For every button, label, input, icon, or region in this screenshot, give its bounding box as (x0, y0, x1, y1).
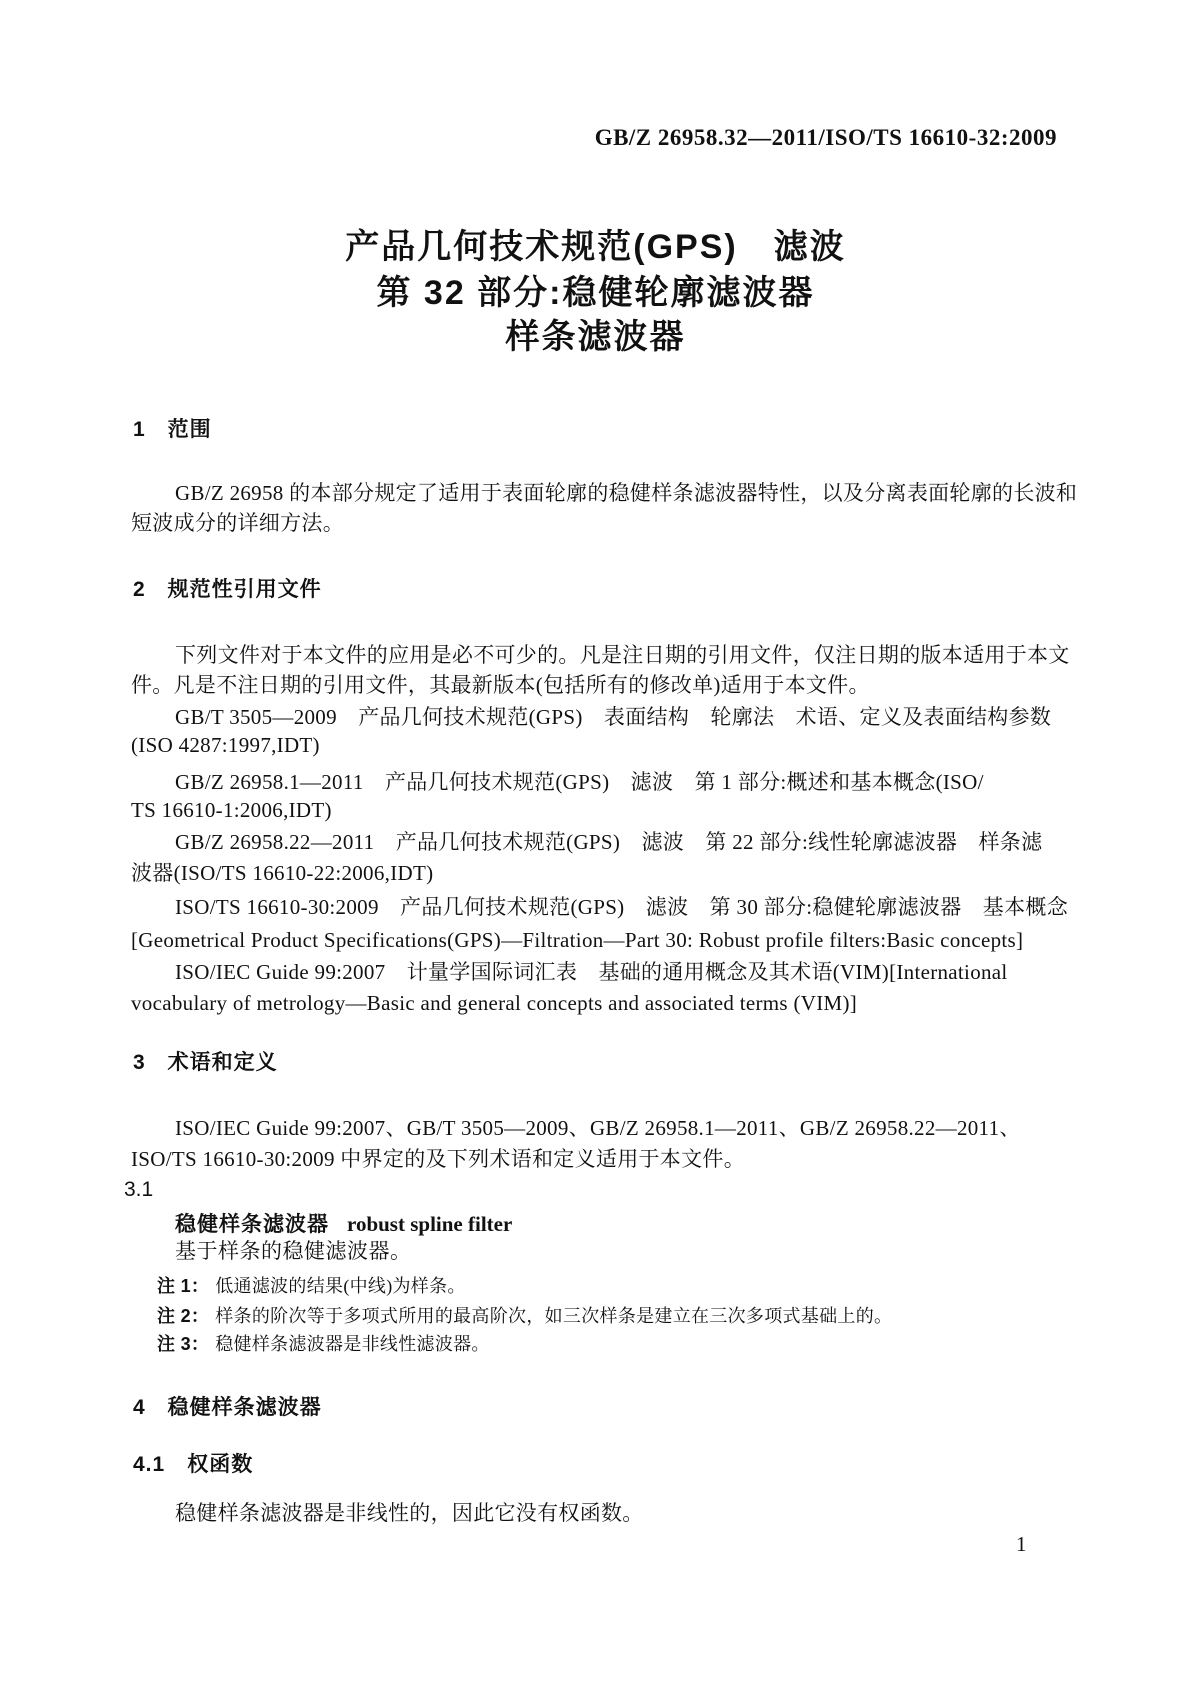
terms-intro-line: ISO/IEC Guide 99:2007、GB/T 3505—2009、GB/Z 26958.1—2011、GB/Z 26958.22—2011、 (175, 1116, 1021, 1140)
reference-line: ISO/IEC Guide 99:2007 计量学国际词汇表 基础的通用概念及其术语(VIM)[International (175, 960, 1008, 984)
doc-title-line-2: 第 32 部分:稳健轮廓滤波器 (376, 274, 815, 312)
scope-line: 短波成分的详细方法。 (131, 511, 344, 535)
reference-line: (ISO 4287:1997,IDT) (131, 733, 320, 757)
term-definition: 基于样条的稳健滤波器。 (175, 1239, 412, 1263)
note-text: 低通滤波的结果(中线)为样条。 (215, 1276, 466, 1296)
note-label: 注 1： (157, 1276, 210, 1296)
section-2-heading: 2 规范性引用文件 (133, 578, 322, 601)
clause-number-3-1: 3.1 (124, 1178, 154, 1201)
standard-code-header: GB/Z 26958.32—2011/ISO/TS 16610-32:2009 (594, 125, 1057, 150)
doc-title-line-3: 样条滤波器 (505, 318, 686, 356)
section-3-heading: 3 术语和定义 (133, 1051, 278, 1074)
weight-function-line: 稳健样条滤波器是非线性的，因此它没有权函数。 (175, 1501, 644, 1525)
note-text: 稳健样条滤波器是非线性滤波器。 (215, 1334, 490, 1354)
reference-line: 件。凡是不注日期的引用文件，其最新版本(包括所有的修改单)适用于本文件。 (131, 673, 870, 697)
page-number: 1 (1016, 1532, 1027, 1556)
reference-line: GB/Z 26958.22—2011 产品几何技术规范(GPS) 滤波 第 22 部分:线性轮廓滤波器 样条滤 (175, 830, 1043, 854)
section-4-1-heading: 4.1 权函数 (133, 1453, 254, 1476)
note-line (157, 1331, 490, 1357)
section-4-heading: 4 稳健样条滤波器 (133, 1396, 322, 1419)
note-line (157, 1273, 466, 1299)
doc-title-line-1: 产品几何技术规范(GPS) 滤波 (345, 228, 846, 266)
terms-intro-line: ISO/TS 16610-30:2009 中界定的及下列术语和定义适用于本文件。 (131, 1147, 746, 1171)
reference-line: TS 16610-1:2006,IDT) (131, 798, 332, 822)
note-label: 注 3： (157, 1334, 210, 1354)
reference-line: 波器(ISO/TS 16610-22:2006,IDT) (131, 861, 434, 885)
term-name-english: robust spline filter (347, 1212, 513, 1236)
section-1-heading: 1 范围 (133, 418, 212, 441)
reference-line: ISO/TS 16610-30:2009 产品几何技术规范(GPS) 滤波 第 30 部分:稳健轮廓滤波器 基本概念 (175, 895, 1068, 919)
note-label: 注 2： (157, 1306, 210, 1326)
note-line (157, 1303, 892, 1329)
reference-line: [Geometrical Product Specifications(GPS)—Filtration—Part 30: Robust profile filters:Basic concepts] (131, 928, 1024, 952)
reference-line: GB/T 3505—2009 产品几何技术规范(GPS) 表面结构 轮廓法 术语、定义及表面结构参数 (175, 705, 1052, 729)
scope-line: GB/Z 26958 的本部分规定了适用于表面轮廓的稳健样条滤波器特性，以及分离表面轮廓的长波和 (175, 481, 1078, 505)
reference-line: GB/Z 26958.1—2011 产品几何技术规范(GPS) 滤波 第 1 部分:概述和基本概念(ISO/ (175, 770, 984, 794)
reference-line: 下列文件对于本文件的应用是必不可少的。凡是注日期的引用文件，仅注日期的版本适用于本文 (175, 643, 1070, 667)
term-name-chinese: 稳健样条滤波器 (175, 1213, 329, 1236)
note-text: 样条的阶次等于多项式所用的最高阶次，如三次样条是建立在三次多项式基础上的。 (215, 1306, 893, 1326)
reference-line: vocabulary of metrology—Basic and general concepts and associated terms (VIM)] (131, 991, 858, 1015)
